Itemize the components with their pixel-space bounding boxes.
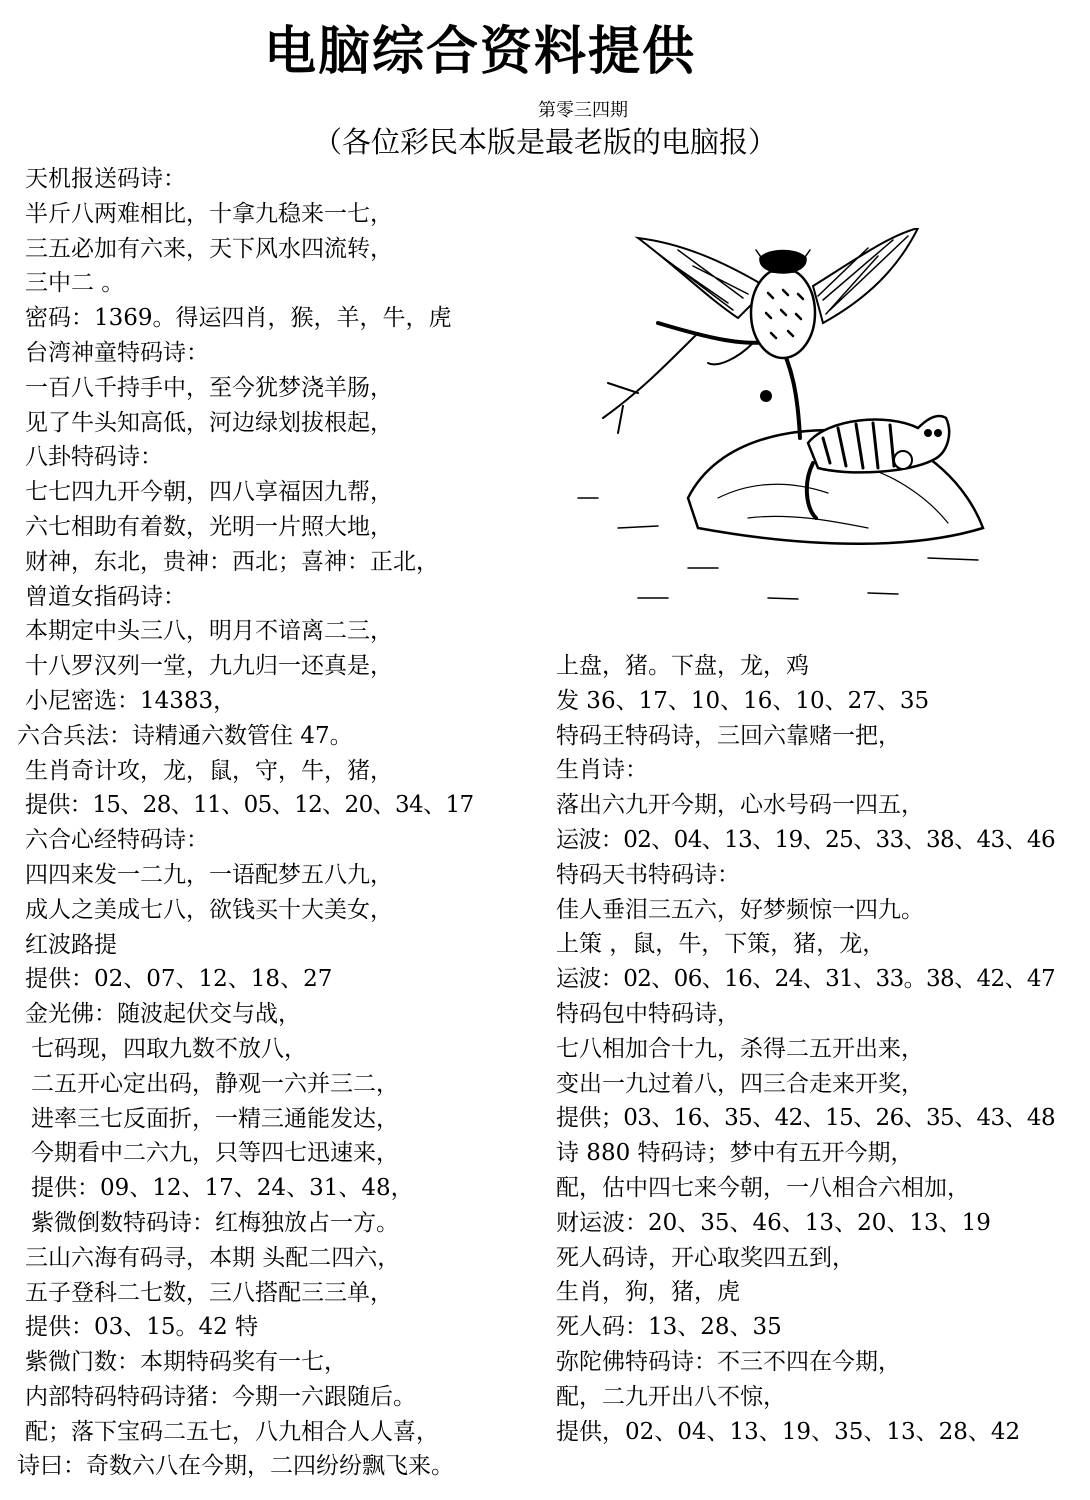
text-line: 上策 ，鼠，牛，下策，猪，龙，: [556, 931, 886, 958]
text-line: 一百八千持手中，至今犹梦浇羊肠，: [25, 374, 393, 401]
text-line: 特码王特码诗，三回六靠赌一把，: [556, 722, 901, 749]
text-line: 红波路提: [25, 931, 117, 958]
owl-and-cat-illustration: [568, 228, 1018, 628]
text-line: 特码包中特码诗，: [556, 1000, 740, 1027]
text-line: 六合心经特码诗：: [25, 827, 209, 854]
text-line: 落出六九开今期，心水号码一四五，: [556, 792, 924, 819]
text-line: 天机报送码诗：: [25, 166, 186, 192]
text-line: 生肖，狗，猪，虎: [556, 1279, 740, 1306]
page-subtitle: （各位彩民本版是最老版的电脑报）: [312, 125, 777, 159]
text-line: 密码：1369。得运四肖，猴，羊，牛，虎: [25, 305, 452, 332]
text-line: 今期看中二六九，只等四七迅速来，: [31, 1140, 399, 1167]
text-line: 上盘，猪。下盘，龙，鸡: [556, 653, 809, 679]
text-line: 成人之美成七八，欲钱买十大美女，: [25, 896, 393, 923]
text-line: 内部特码特码诗猪：今期一六跟随后。: [25, 1383, 416, 1410]
text-line: 八卦特码诗：: [25, 444, 163, 471]
text-line: 见了牛头知高低，河边绿划拔根起，: [25, 409, 393, 436]
text-line: 佳人垂泪三五六，好梦频惊一四九。: [556, 896, 924, 923]
left-column: [17, 162, 545, 1484]
text-line: 提供：03、15。42 特: [25, 1314, 259, 1341]
text-line: 六合兵法：诗精通六数管住 47。: [17, 722, 353, 749]
text-line: 配；落下宝码二五七，八九相合人人喜，: [25, 1418, 439, 1445]
text-line: 四四来发一二九，一语配梦五八九，: [25, 861, 393, 888]
text-line: 进率三七反面折，一精三通能发达，: [31, 1105, 399, 1132]
text-line: 金光佛：随波起伏交与战，: [25, 1001, 301, 1028]
text-line: 七八相加合十九，杀得二五开出来，: [556, 1035, 924, 1062]
text-line: 配，二九开出八不惊，: [556, 1383, 786, 1410]
text-line: 死人码：13、28、35: [556, 1314, 782, 1341]
text-line: 配，估中四七来今朝，一八相合六相加，: [556, 1174, 970, 1201]
text-line: 变出一九过着八，四三合走来开奖，: [556, 1070, 924, 1097]
text-line: 三山六海有码寻，本期 头配二四六，: [25, 1244, 401, 1271]
text-line: 半斤八两难相比，十拿九稳来一七，: [25, 200, 393, 227]
text-line: 五子登科二七数，三八搭配三三单，: [25, 1279, 393, 1306]
text-line: 紫微倒数特码诗：红梅独放占一方。: [31, 1209, 399, 1236]
text-line: 诗 880 特码诗；梦中有五开今期，: [556, 1140, 914, 1167]
text-line: 十八罗汉列一堂，九九归一还真是，: [25, 653, 393, 680]
text-line: 提供：02、07、12、18、27: [25, 966, 333, 993]
text-line: 财运波：20、35、46、13、20、13、19: [556, 1209, 991, 1236]
page-title: 电脑综合资料提供: [263, 22, 696, 82]
text-line: 弥陀佛特码诗：不三不四在今期，: [556, 1348, 901, 1375]
text-line: 提供：09、12、17、24、31、48，: [31, 1175, 414, 1202]
text-line: 七七四九开今朝，四八享福因九帮，: [25, 479, 393, 506]
text-line: 生肖诗：: [556, 757, 648, 784]
text-line: 生肖奇计攻，龙，鼠，守，牛，猪，: [25, 757, 393, 784]
text-line: 运波：02、04、13、19、25、33、38、43、46: [556, 826, 1055, 853]
text-line: 七码现，四取九数不放八，: [31, 1035, 307, 1062]
text-line: 特码天书特码诗：: [556, 861, 740, 888]
text-line: 小尼密选：14383，: [25, 687, 237, 714]
text-line: 财神，东北，贵神：西北；喜神：正北，: [25, 548, 439, 575]
text-line: 二五开心定出码，静观一六并三二，: [31, 1070, 399, 1097]
text-line: 六七相助有着数，光明一片照大地，: [25, 513, 393, 540]
text-line: 提供；03、16、35、42、15、26、35、43、48: [556, 1105, 1055, 1132]
text-line: 曾道女指码诗：: [25, 583, 186, 610]
text-line: 三中二 。: [25, 270, 125, 297]
text-line: 诗曰：奇数六八在今期，二四纷纷飘飞来。: [17, 1453, 454, 1480]
right-column: [556, 649, 1086, 1449]
text-line: 提供：15、28、11、05、12、20、34、17: [25, 792, 474, 819]
text-line: 本期定中头三八，明月不谙离二三，: [25, 618, 393, 645]
text-line: 三五必加有六来，天下风水四流转，: [25, 235, 393, 262]
text-line: 发 36、17、10、16、10、27、35: [556, 687, 930, 714]
text-line: 运波：02、06、16、24、31、33。38、42、47: [556, 966, 1055, 993]
text-line: 紫微门数：本期特码奖有一七，: [25, 1349, 347, 1376]
text-line: 台湾神童特码诗：: [25, 339, 209, 366]
issue-number: 第零三四期: [538, 100, 628, 121]
text-line: 提供，02、04、13、19、35、13、28、42: [556, 1418, 1021, 1445]
text-line: 死人码诗，开心取奖四五到，: [556, 1244, 855, 1271]
